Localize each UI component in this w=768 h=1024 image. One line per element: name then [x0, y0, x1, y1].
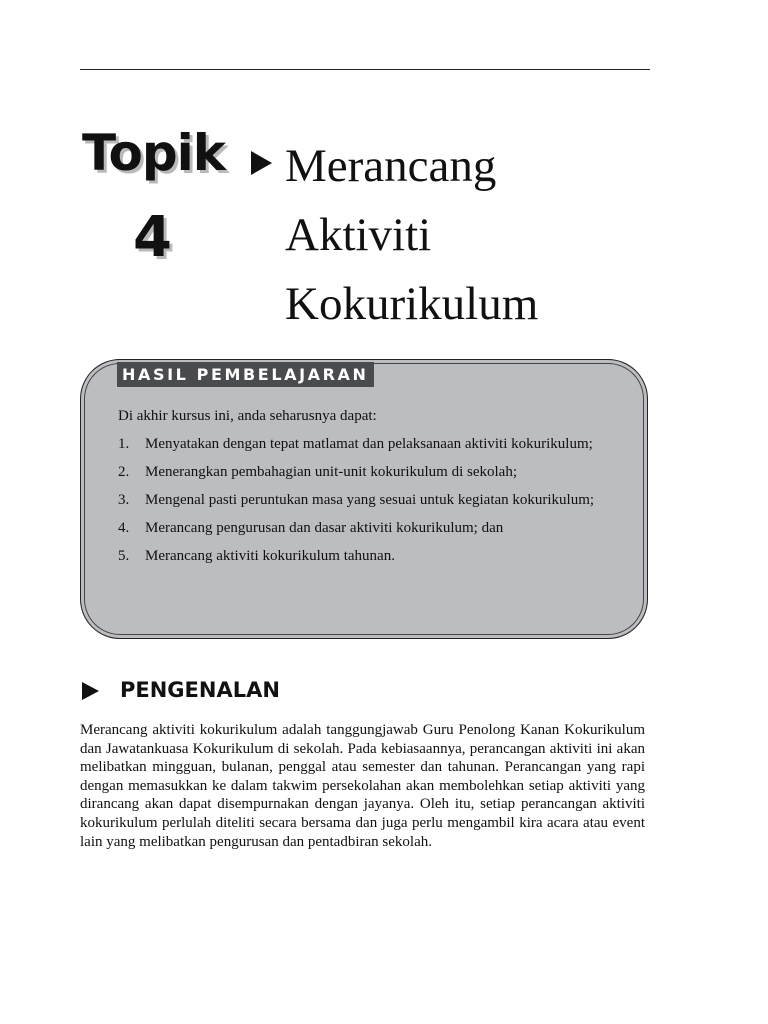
list-item: [118, 492, 625, 509]
list-item-text: Merancang aktiviti kokurikulum tahunan.: [145, 548, 395, 564]
list-item-number: 1.: [118, 436, 130, 452]
learning-outcomes-list: [118, 436, 625, 565]
title-line-1: Merancang: [285, 140, 497, 192]
top-rule: [80, 69, 650, 70]
list-item: [118, 436, 625, 453]
list-item-number: 4.: [118, 520, 130, 536]
topic-title: [285, 132, 538, 339]
play-arrow-icon: [82, 682, 99, 700]
list-item-number: 2.: [118, 464, 130, 480]
topic-label: Topik: [82, 124, 225, 182]
list-item-number: 3.: [118, 492, 130, 508]
list-item: [118, 548, 625, 565]
title-line-2: Aktiviti: [285, 209, 432, 261]
list-item-number: 5.: [118, 548, 130, 564]
title-line-3: Kokurikulum: [285, 278, 539, 330]
list-item: [118, 520, 625, 537]
list-item-text: Merancang pengurusan dan dasar aktiviti kokurikulum; dan: [145, 520, 504, 536]
learning-outcomes-intro: Di akhir kursus ini, anda seharusnya dapat:: [118, 408, 377, 424]
list-item-text: Menyatakan dengan tepat matlamat dan pelaksanaan aktiviti kokurikulum;: [145, 436, 593, 452]
topic-number: 4: [133, 205, 172, 270]
list-item-text: Menerangkan pembahagian unit-unit kokurikulum di sekolah;: [145, 464, 517, 480]
play-arrow-icon: [251, 151, 272, 175]
list-item-text: Mengenal pasti peruntukan masa yang sesuai untuk kegiatan kokurikulum;: [145, 492, 595, 508]
section-heading: PENGENALAN: [120, 678, 280, 702]
learning-outcomes-heading: HASIL PEMBELAJARAN: [117, 362, 374, 387]
introduction-paragraph: Merancang aktiviti kokurikulum adalah tanggungjawab Guru Penolong Kanan Kokurikulum dan Jawatankuasa Kokurikulum di sekolah. Pada kebiasaannya, perancangan aktiviti ini akan melibatkan mingguan, bulanan, penggal atau semester dan tahunan. Perancangan yang rapi dengan memasukkan ke dalam takwim persekolahan akan membolehkan setiap aktiviti yang dirancang akan dapat disempurnakan dengan jayanya. Oleh itu, setiap perancangan aktiviti kokurikulum perlulah diteliti secara bersama dan juga perlu mengambil kira acara atau event lain yang melibatkan pengurusan dan pentadbiran sekolah.: [80, 722, 645, 850]
list-item: [118, 464, 625, 481]
